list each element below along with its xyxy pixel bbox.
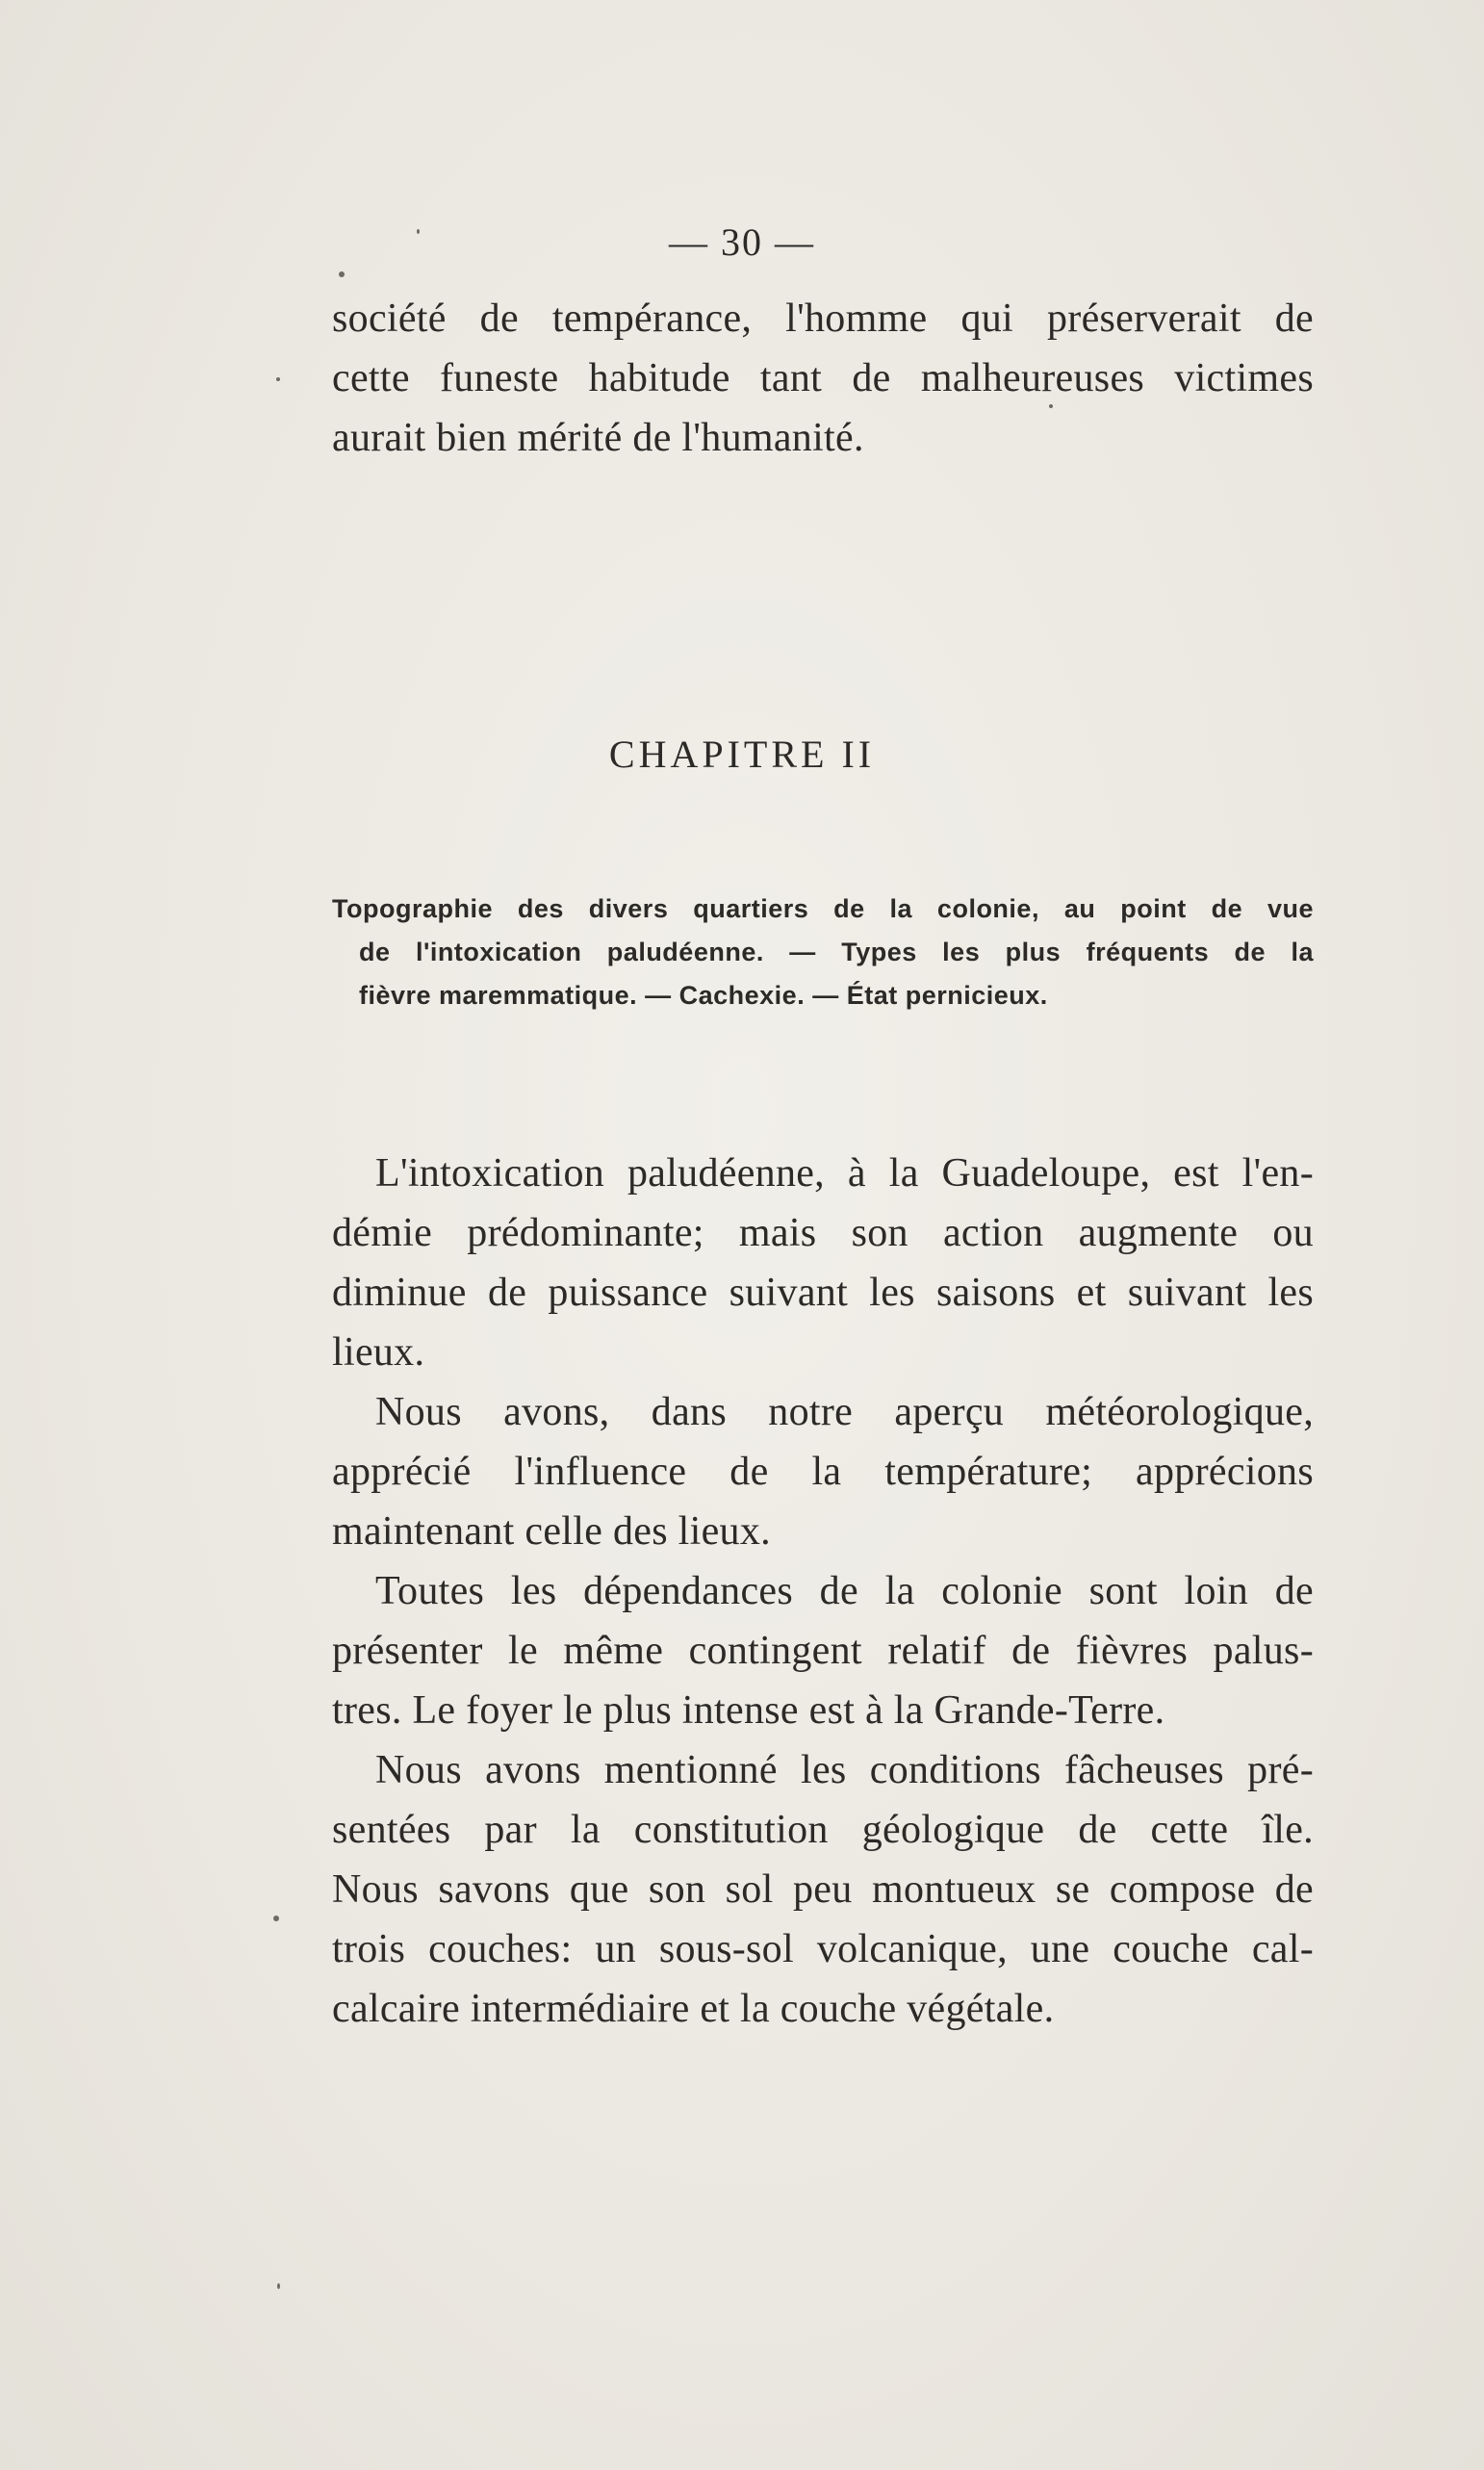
text-line: apprécié l'influence de la température; apprécions bbox=[332, 1450, 1314, 1494]
paragraph-2 bbox=[332, 1382, 1314, 1561]
text-line: trois couches: un sous-sol volcanique, une couche cal- bbox=[332, 1927, 1314, 1971]
ink-speck bbox=[417, 229, 420, 234]
ink-speck bbox=[276, 377, 280, 381]
paragraph-3 bbox=[332, 1561, 1314, 1740]
text-line: cette funeste habitude tant de malheureuses victimes bbox=[332, 356, 1314, 400]
text-line: lieux. bbox=[332, 1330, 425, 1375]
text-line: Nous avons, dans notre aperçu météorologique, bbox=[375, 1390, 1314, 1434]
paragraph-1 bbox=[332, 1144, 1314, 1382]
text-line: Nous avons mentionné les conditions fâcheuses pré- bbox=[375, 1748, 1314, 1792]
ink-speck bbox=[1049, 404, 1053, 408]
text-line: Toutes les dépendances de la colonie sont loin de bbox=[375, 1569, 1314, 1613]
paragraph-4 bbox=[332, 1740, 1314, 2039]
text-line: calcaire intermédiaire et la couche végétale. bbox=[332, 1987, 1055, 2031]
text-line: sentées par la constitution géologique de cette île. bbox=[332, 1808, 1314, 1852]
summary-line: de l'intoxication paludéenne. — Types les plus fréquents de la bbox=[359, 938, 1314, 966]
summary-line: fièvre maremmatique. — Cachexie. — État pernicieux. bbox=[359, 981, 1048, 1010]
text-line: Nous savons que son sol peu montueux se compose de bbox=[332, 1867, 1314, 1912]
text-line: diminue de puissance suivant les saisons et suivant les bbox=[332, 1271, 1314, 1315]
text-line: présenter le même contingent relatif de fièvres palus- bbox=[332, 1629, 1314, 1673]
chapter-title: CHAPITRE II bbox=[608, 733, 876, 776]
text-line: société de tempérance, l'homme qui préserverait de bbox=[332, 296, 1314, 341]
text-line: tres. Le foyer le plus intense est à la Grande-Terre. bbox=[332, 1688, 1165, 1733]
ink-speck bbox=[339, 271, 345, 277]
summary-line: Topographie des divers quartiers de la colonie, au point de vue bbox=[332, 894, 1314, 923]
text-line: démie prédominante; mais son action augmente ou bbox=[332, 1211, 1314, 1255]
page-number: — 30 — bbox=[669, 220, 815, 264]
text-line: aurait bien mérité de l'humanité. bbox=[332, 416, 864, 460]
ink-speck bbox=[273, 1916, 279, 1921]
chapter-summary bbox=[332, 888, 1314, 1017]
ink-speck bbox=[277, 2283, 280, 2289]
intro-paragraph bbox=[332, 289, 1314, 468]
text-line: maintenant celle des lieux. bbox=[332, 1509, 771, 1554]
text-line: L'intoxication paludéenne, à la Guadeloupe, est l'en- bbox=[375, 1151, 1314, 1196]
